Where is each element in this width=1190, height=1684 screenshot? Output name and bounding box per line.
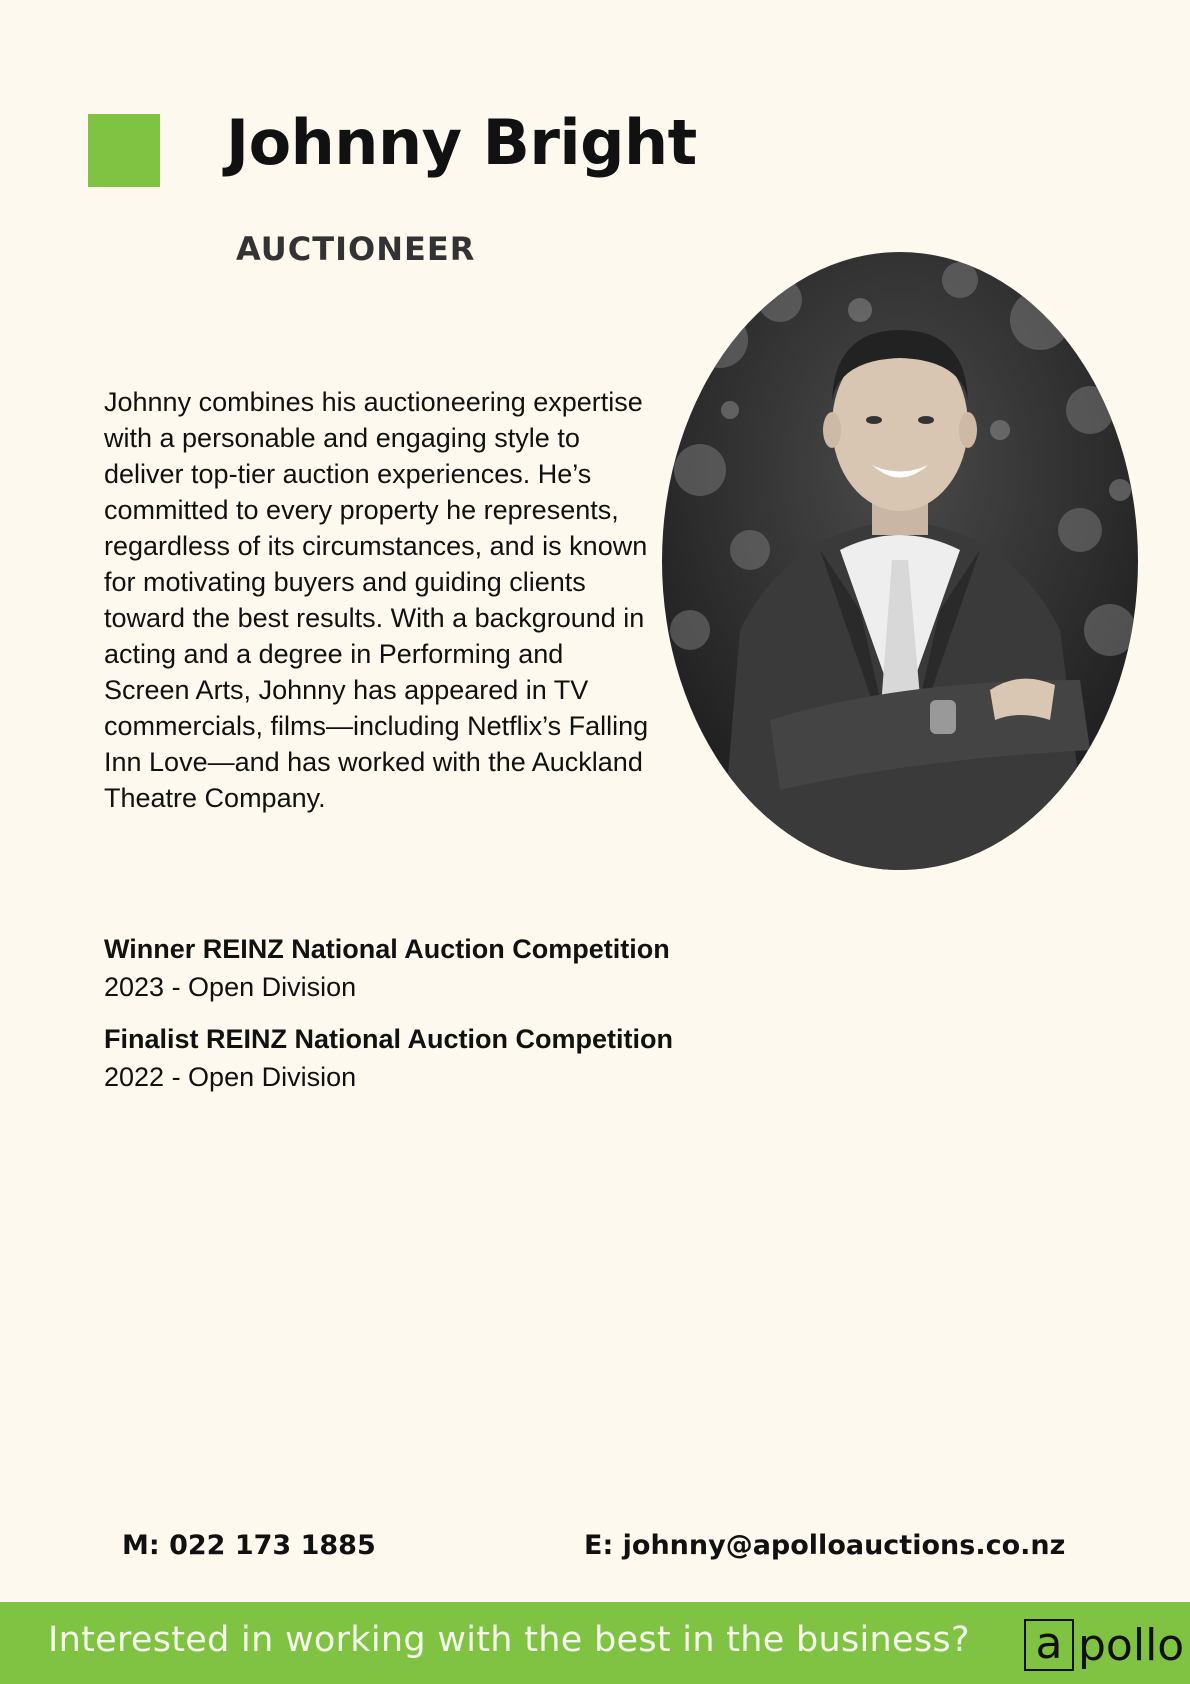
award-detail: 2023 - Open Division xyxy=(104,972,357,1002)
accent-square xyxy=(88,114,160,187)
award-detail: 2022 - Open Division xyxy=(104,1062,357,1092)
logo-letter-box: a xyxy=(1024,1619,1074,1671)
agent-name: Johnny Bright xyxy=(226,106,697,179)
portrait-photo xyxy=(660,250,1140,872)
agent-role: AUCTIONEER xyxy=(236,230,476,268)
award-item xyxy=(104,930,744,1006)
footer-tagline: Interested in working with the best in the business? xyxy=(48,1620,970,1660)
email-address[interactable]: E: johnny@apolloauctions.co.nz xyxy=(584,1530,1066,1561)
apollo-logo xyxy=(1024,1617,1184,1673)
award-item xyxy=(104,1020,744,1096)
bio-text: Johnny combines his auctioneering expertise with a personable and engaging style to deliver top-tier auction experiences. He’s committed to every property he represents, regardless of its circumstances, and is known for motivating buyers and guiding clients toward the best results. With a background in acting and a degree in Performing and Screen Arts, Johnny has appeared in TV commercials, films—including Netflix’s Falling Inn Love—and has worked with the Auckland Theatre Company. xyxy=(104,387,649,813)
phone-number[interactable]: M: 022 173 1885 xyxy=(122,1530,376,1561)
logo-wordmark: pollo xyxy=(1078,1619,1185,1671)
award-title: Finalist REINZ National Auction Competition xyxy=(104,1024,673,1054)
awards-list xyxy=(104,930,744,1110)
award-title: Winner REINZ National Auction Competition xyxy=(104,934,670,964)
